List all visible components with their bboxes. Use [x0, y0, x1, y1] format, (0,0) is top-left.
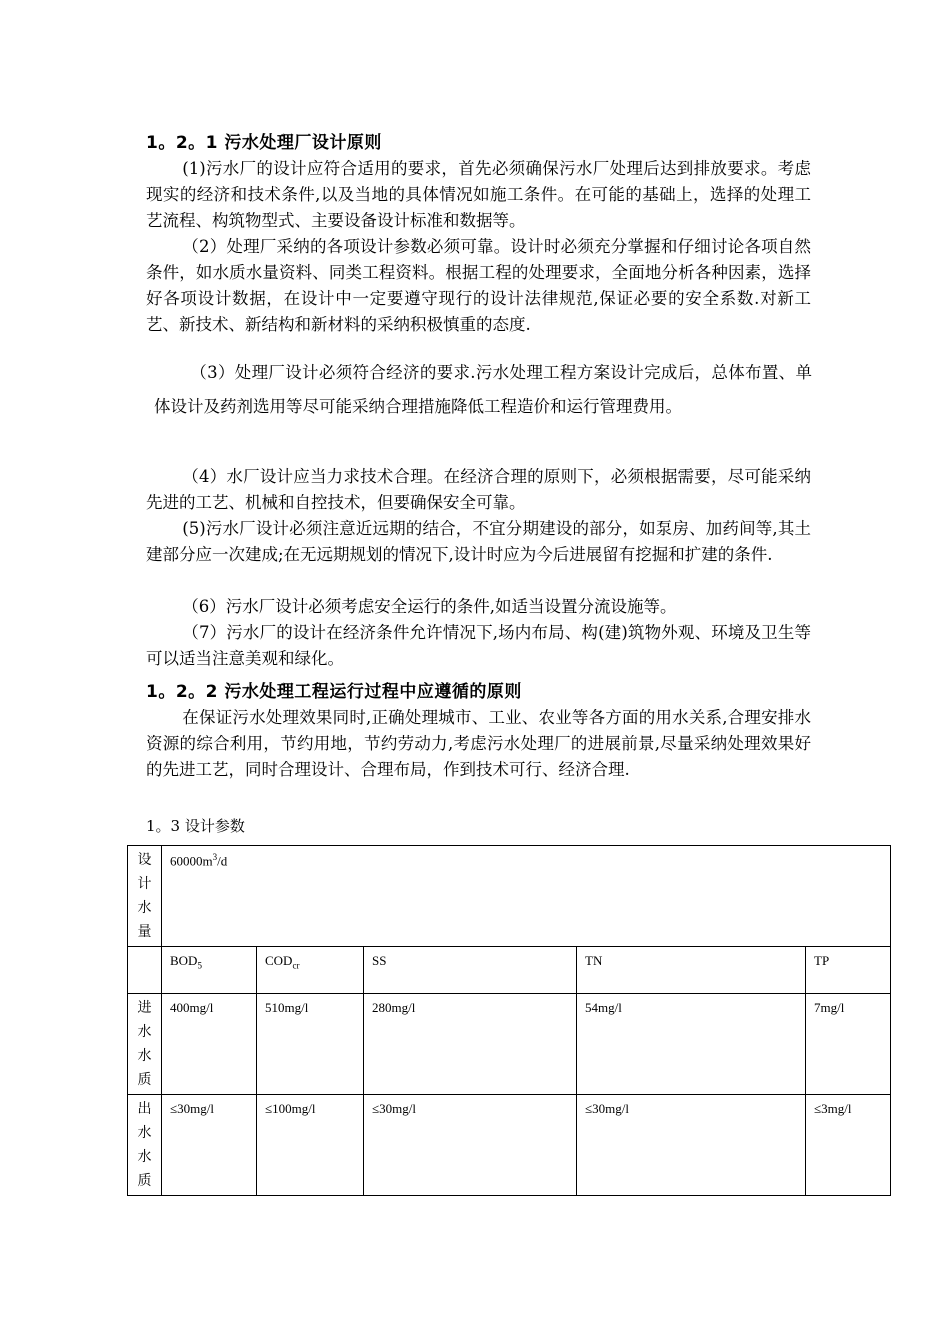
influent-ss: 280mg/l	[364, 994, 577, 1095]
header-tp: TP	[806, 947, 891, 994]
header-empty-cell	[128, 947, 162, 994]
influent-tn: 54mg/l	[577, 994, 806, 1095]
table-caption: 1。3 设计参数	[146, 817, 245, 835]
section-heading-1-2-1: 1。2。1 污水处理厂设计原则	[146, 133, 382, 153]
section-heading-1-2-2: 1。2。2 污水处理工程运行过程中应遵循的原则	[146, 682, 522, 702]
design-parameters-table	[127, 845, 891, 1196]
paragraph-principle-3: （3）处理厂设计必须符合经济的要求.污水处理工程方案设计完成后，总体布置、单体设计及药剂选用等尽可能采纳合理措施降低工程造价和运行管理费用。	[154, 363, 812, 416]
paragraph-operation-principle: 在保证污水处理效果同时,正确处理城市、工业、农业等各方面的用水关系,合理安排水资源的综合利用，节约用地，节约劳动力,考虑污水处理厂的进展前景,尽量采纳处理效果好的先进工艺，同时合理设计、合理布局，作到技术可行、经济合理.	[146, 708, 811, 779]
header-cod	[257, 947, 364, 994]
influent-label: 进水水质	[137, 1000, 152, 1088]
influent-tp: 7mg/l	[806, 994, 891, 1095]
paragraph-principle-7: （7）污水厂的设计在经济条件允许情况下,场内布局、构(建)筑物外观、环境及卫生等可以适当注意美观和绿化。	[146, 623, 811, 668]
paragraph-principle-2: （2）处理厂采纳的各项设计参数必须可靠。设计时必须充分掌握和仔细讨论各项自然条件，如水质水量资料、同类工程资料。根据工程的处理要求，全面地分析各种因素，选择好各项设计数据，在设计中一定要遵守现行的设计法律规范,保证必要的安全系数.对新工艺、新技术、新结构和新材料的采纳积极慎重的态度.	[146, 237, 811, 334]
design-flow-label-cell	[128, 846, 162, 947]
design-flow-value-cell	[162, 846, 891, 947]
effluent-tp: ≤3mg/l	[806, 1095, 891, 1196]
header-bod-text: BOD	[170, 953, 198, 968]
table-row	[128, 1095, 891, 1196]
header-cod-text: COD	[265, 953, 293, 968]
effluent-ss: ≤30mg/l	[364, 1095, 577, 1196]
header-cod-subscript: cr	[292, 960, 300, 971]
paragraph-principle-1: (1)污水厂的设计应符合适用的要求，首先必须确保污水厂处理后达到排放要求。考虑现实的经济和技术条件,以及当地的具体情况如施工条件。在可能的基础上，选择的处理工艺流程、构筑物型式、主要设备设计标准和数据等。	[146, 159, 811, 230]
header-bod-subscript: 5	[197, 960, 202, 971]
effluent-tn: ≤30mg/l	[577, 1095, 806, 1196]
paragraph-principle-6: （6）污水厂设计必须考虑安全运行的条件,如适当设置分流设施等。	[182, 597, 677, 616]
table-row	[128, 994, 891, 1095]
design-flow-superscript: 3	[212, 852, 218, 862]
header-tn: TN	[577, 947, 806, 994]
paragraph-principle-5: (5)污水厂设计必须注意近远期的结合，不宜分期建设的部分，如泵房、加药间等,其土建部分应一次建成;在无远期规划的情况下,设计时应为今后进展留有挖掘和扩建的条件.	[146, 519, 811, 564]
influent-label-cell	[128, 994, 162, 1095]
effluent-label: 出水水质	[137, 1101, 152, 1189]
effluent-label-cell	[128, 1095, 162, 1196]
influent-cod: 510mg/l	[257, 994, 364, 1095]
design-flow-unit: /d	[217, 853, 228, 869]
table-header-row	[128, 947, 891, 994]
design-flow-label: 设计水量	[137, 852, 152, 940]
header-ss: SS	[364, 947, 577, 994]
influent-bod: 400mg/l	[162, 994, 257, 1095]
header-bod	[162, 947, 257, 994]
effluent-cod: ≤100mg/l	[257, 1095, 364, 1196]
paragraph-principle-4: （4）水厂设计应当力求技术合理。在经济合理的原则下，必须根据需要，尽可能采纳先进的工艺、机械和自控技术，但要确保安全可靠。	[146, 467, 811, 512]
table-row	[128, 846, 891, 947]
design-flow-value: 60000m	[170, 853, 213, 869]
effluent-bod: ≤30mg/l	[162, 1095, 257, 1196]
